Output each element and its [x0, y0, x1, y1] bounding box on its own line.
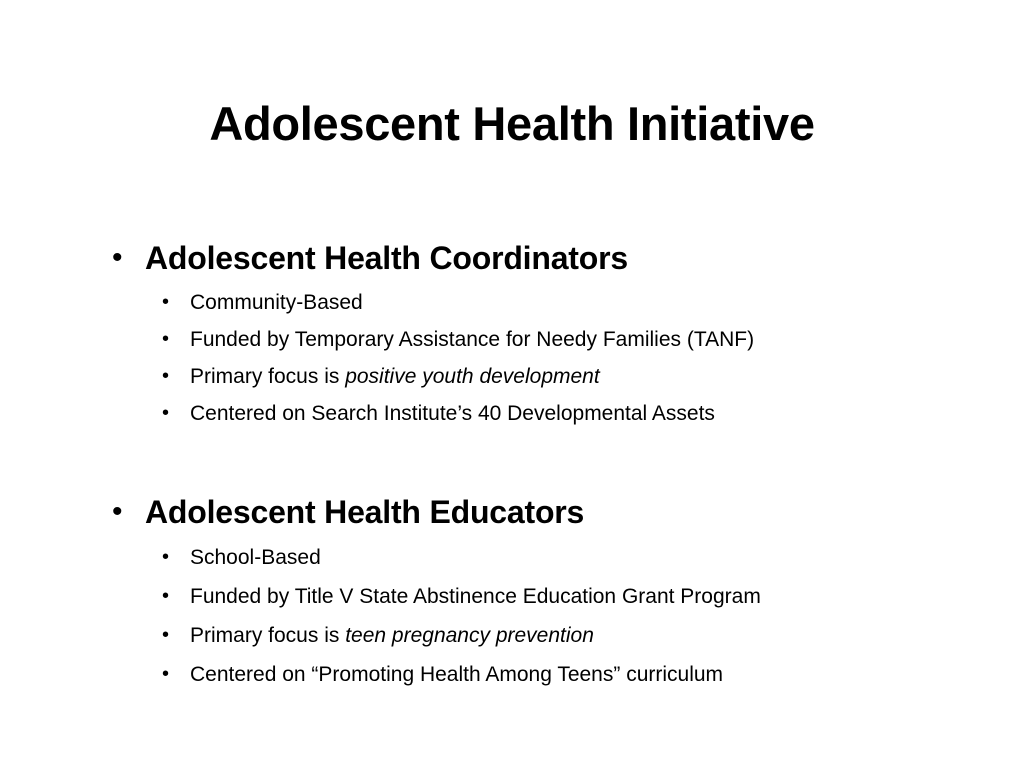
list-item-emphasis: teen pregnancy prevention [345, 624, 594, 647]
sub-list [112, 284, 972, 432]
list-item-text: Primary focus is [190, 365, 346, 388]
bullet-icon: • [112, 241, 123, 274]
list-item [158, 284, 972, 321]
section-heading-text: Adolescent Health Educators [145, 494, 585, 530]
list-item [158, 577, 972, 616]
list-item [158, 655, 972, 694]
bullet-icon: • [162, 365, 170, 387]
bullet-icon: • [162, 402, 170, 424]
list-item-text: Community-Based [190, 291, 363, 314]
list-item [158, 358, 972, 395]
section-heading-text: Adolescent Health Coordinators [145, 240, 628, 276]
list-item [158, 321, 972, 358]
list-item [158, 616, 972, 655]
slide-title: Adolescent Health Initiative [209, 97, 815, 150]
bullet-icon: • [162, 663, 170, 685]
list-item-text: Centered on “Promoting Health Among Teens” curriculum [190, 663, 724, 686]
list-item-text: Funded by Title V State Abstinence Education Grant Program [190, 585, 761, 608]
bullet-icon: • [162, 624, 170, 646]
list-item-text: School-Based [190, 546, 321, 569]
list-item-text: Primary focus is [190, 624, 346, 647]
bullet-icon: • [162, 546, 170, 568]
list-item [158, 395, 972, 432]
sub-list [112, 538, 972, 694]
list-item-text: Centered on Search Institute’s 40 Developmental Assets [190, 402, 715, 425]
section-educators [112, 490, 972, 694]
list-item-text: Funded by Temporary Assistance for Needy Families (TANF) [190, 328, 755, 351]
bullet-icon: • [112, 495, 123, 528]
bullet-icon: • [162, 328, 170, 350]
bullet-icon: • [162, 585, 170, 607]
section-heading [112, 490, 972, 534]
list-item [158, 538, 972, 577]
bullet-icon: • [162, 291, 170, 313]
list-item-emphasis: positive youth development [345, 365, 600, 388]
section-heading [112, 236, 972, 280]
section-coordinators [112, 236, 972, 432]
